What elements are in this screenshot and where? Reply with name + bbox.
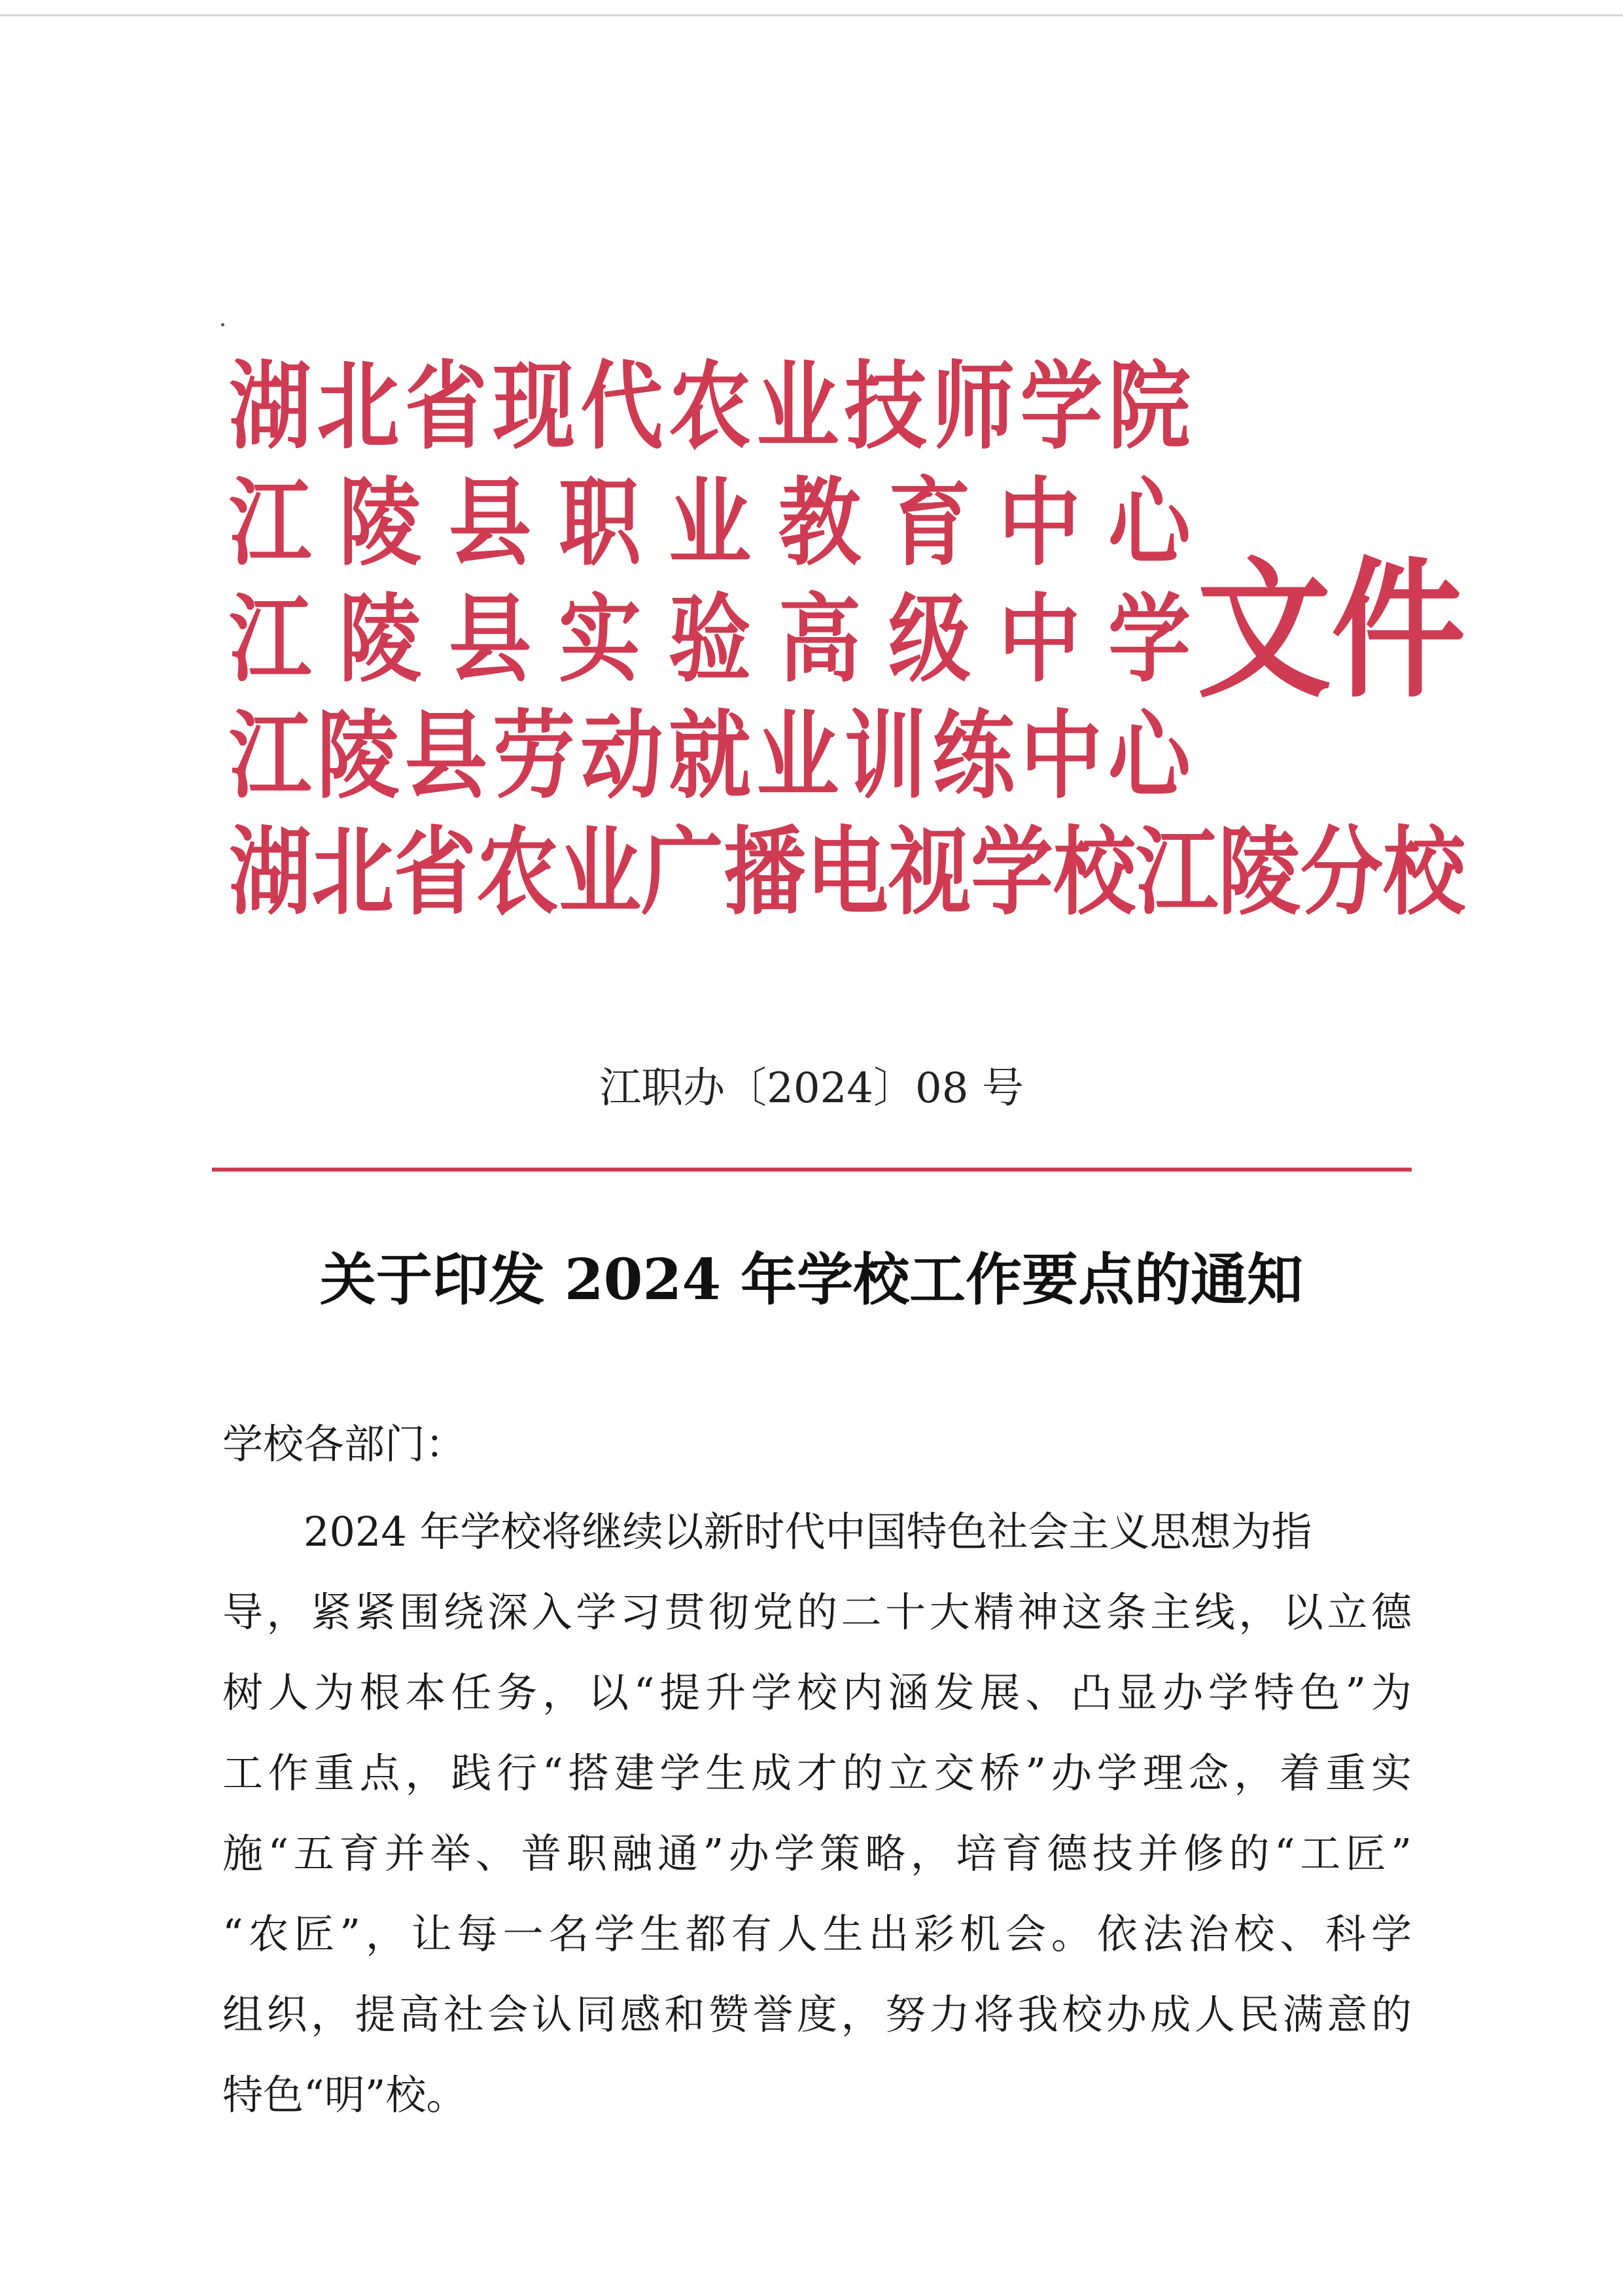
issuer-char: 院 [1108, 350, 1191, 462]
issuer-char: 县 [449, 466, 531, 579]
body-line: 组织，提高社会认同感和赞誉度，努力将我校办成人民满意的 [222, 1991, 1412, 2038]
issuer-char: 江 [229, 699, 311, 812]
issuer-char: 验 [669, 583, 751, 695]
issuer-char: 陵 [339, 583, 421, 695]
body-line: 2024 年学校将继续以新时代中国特色社会主义思想为指 [304, 1508, 1312, 1556]
issuer-char: 级 [888, 583, 971, 695]
issuer-char: 业 [669, 466, 751, 579]
issuer-char: 代 [580, 350, 663, 462]
issuer-char: 县 [449, 583, 531, 695]
body-line: 工作重点，践行“搭建学生成才的立交桥”办学理念，着重实 [222, 1749, 1412, 1797]
issuer-line-3 [229, 572, 1191, 706]
issuer-char: 实 [559, 583, 641, 695]
issuer-char: 县 [404, 699, 487, 812]
issuer-char: 职 [559, 466, 641, 579]
body-line: 特色“明”校。 [222, 2071, 467, 2119]
body-line: 导，紧紧围绕深入学习贯彻党的二十大精神这条主线，以立德 [222, 1588, 1412, 1636]
issuer-char: 校 [1053, 816, 1136, 928]
issuer-char: 农 [668, 350, 751, 462]
issuer-line-5 [229, 805, 1465, 939]
issuer-char: 中 [998, 466, 1081, 579]
issuer-char: 练 [932, 699, 1015, 812]
issuer-char: 学 [1108, 583, 1191, 695]
body-line: 施“五育并举、普职融通”办学策略，培育德技并修的“工匠” [222, 1830, 1412, 1877]
issuer-char: 北 [311, 816, 394, 928]
issuer-char: 湖 [229, 816, 311, 928]
issuer-char: 陵 [1218, 816, 1300, 928]
issuer-char: 中 [998, 583, 1081, 695]
issuer-char: 就 [668, 699, 751, 812]
issuer-char: 播 [724, 816, 806, 928]
red-separator-rule [212, 1168, 1412, 1172]
issuer-line-4 [229, 688, 1191, 823]
issuer-line-2 [229, 455, 1191, 590]
issuer-char: 师 [932, 350, 1015, 462]
issuer-char: 业 [756, 350, 839, 462]
issuer-char: 陵 [317, 699, 400, 812]
issuer-char: 动 [580, 699, 663, 812]
document-title: 关于印发 2024 年学校工作要点的通知 [319, 1247, 1304, 1313]
issuer-char: 育 [888, 466, 971, 579]
issuer-char: 心 [1108, 466, 1191, 579]
issuer-char: 分 [1300, 816, 1383, 928]
scan-speck [221, 323, 224, 326]
issuer-char: 江 [229, 466, 311, 579]
issuer-char: 江 [229, 583, 311, 695]
issuer-char: 北 [317, 350, 400, 462]
issuer-char: 高 [778, 583, 861, 695]
issuer-char: 业 [756, 699, 839, 812]
issuer-char: 训 [844, 699, 927, 812]
salutation: 学校各部门： [222, 1420, 466, 1468]
issuer-char: 电 [806, 816, 888, 928]
issuer-char: 现 [493, 350, 576, 462]
issuer-char: 教 [778, 466, 861, 579]
issuer-char: 劳 [493, 699, 576, 812]
document-number: 江职办〔2024〕08 号 [599, 1064, 1024, 1113]
body-line: 树人为根本任务，以“提升学校内涵发展、凸显办学特色”为 [222, 1669, 1412, 1716]
scan-edge-line [0, 14, 1623, 16]
body-paragraph [222, 1491, 1412, 2135]
issuer-line-1 [229, 339, 1191, 474]
issuer-char: 湖 [229, 350, 311, 462]
issuer-char: 省 [404, 350, 487, 462]
issuer-char: 省 [394, 816, 476, 928]
issuer-char: 中 [1020, 699, 1103, 812]
issuer-char: 陵 [339, 466, 421, 579]
issuer-char: 学 [971, 816, 1053, 928]
issuer-char: 视 [888, 816, 971, 928]
issuer-char: 心 [1108, 699, 1191, 812]
issuer-char: 业 [559, 816, 641, 928]
issuer-char: 校 [1383, 816, 1465, 928]
document-type-label: 文件 [1197, 542, 1465, 719]
issuer-char: 农 [476, 816, 559, 928]
issuer-char: 广 [641, 816, 724, 928]
body-line: “农匠”，让每一名学生都有人生出彩机会。依法治校、科学 [222, 1910, 1412, 1958]
issuer-char: 学 [1020, 350, 1103, 462]
issuer-char: 技 [844, 350, 927, 462]
issuer-char: 江 [1136, 816, 1218, 928]
